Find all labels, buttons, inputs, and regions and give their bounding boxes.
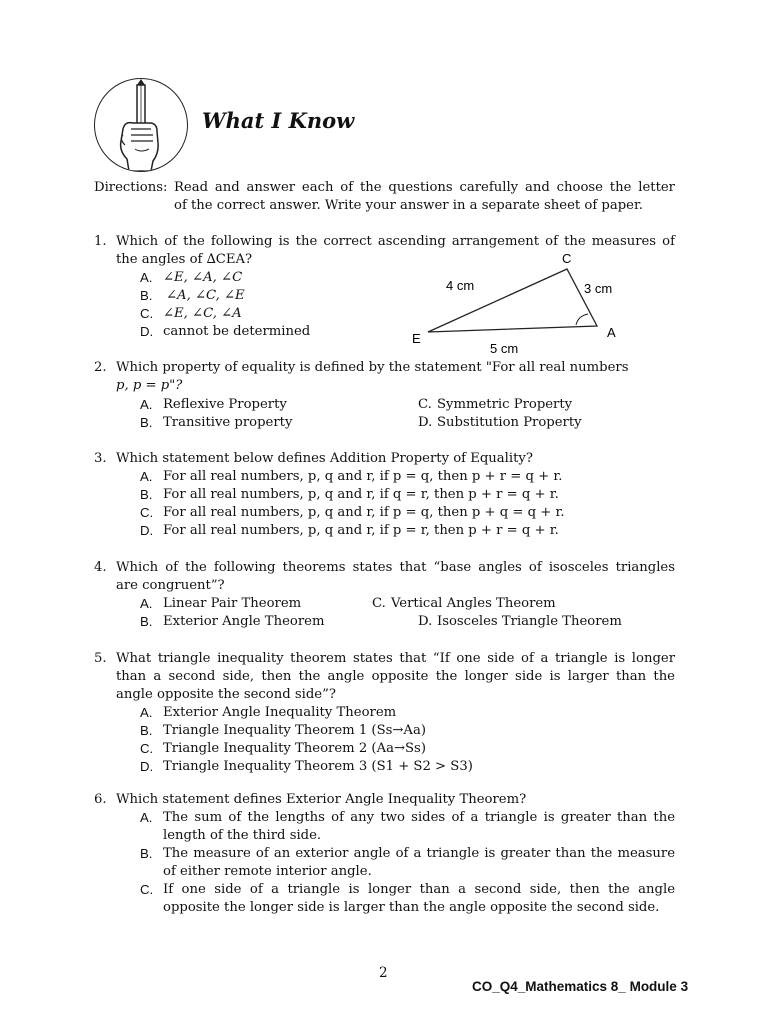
q1-option-a-text: ∠E, ∠A, ∠C bbox=[163, 270, 243, 285]
page-title: What I Know bbox=[202, 108, 355, 133]
side-ca-label: 3 cm bbox=[584, 281, 613, 296]
q5-line-2: than a second side, then the angle opposite the longer side is larger than the bbox=[116, 669, 675, 684]
directions-line-1: Read and answer each of the questions carefully and choose the letter bbox=[174, 180, 675, 195]
q1-line-1: Which of the following is the correct ascending arrangement of the measures of bbox=[116, 234, 675, 249]
q5-option-c-letter: C. bbox=[140, 741, 154, 756]
q5-option-b-letter: B. bbox=[140, 723, 153, 738]
q1-number: 1. bbox=[94, 234, 107, 249]
triangle-cea-figure bbox=[400, 248, 640, 360]
q4-option-b-text: Exterior Angle Theorem bbox=[163, 614, 325, 629]
q3-option-d-letter: D. bbox=[140, 523, 154, 538]
q5-line-3: angle opposite the second side”? bbox=[116, 687, 336, 702]
q5-number: 5. bbox=[94, 651, 107, 666]
q2-option-a-text: Reflexive Property bbox=[163, 397, 287, 412]
module-footer: CO_Q4_Mathematics 8_ Module 3 bbox=[472, 979, 689, 994]
q1-option-b-letter: B. bbox=[140, 288, 153, 303]
q3-option-a-text: For all real numbers, p, q and r, if p = q, then p + r = q + r. bbox=[163, 469, 563, 484]
vertex-e-label: E bbox=[412, 331, 421, 346]
q3-number: 3. bbox=[94, 451, 107, 466]
q2-option-c-text: Symmetric Property bbox=[437, 397, 573, 412]
q4-option-c-text: Vertical Angles Theorem bbox=[391, 596, 556, 611]
q4-option-c-letter: C. bbox=[372, 596, 386, 611]
q6-line-1: Which statement defines Exterior Angle Inequality Theorem? bbox=[116, 792, 527, 807]
directions-label: Directions: bbox=[94, 180, 168, 195]
q6-option-a-letter: A. bbox=[140, 810, 153, 825]
q4-line-2: are congruent”? bbox=[116, 578, 225, 593]
q5-line-1: What triangle inequality theorem states that “If one side of a triangle is longer bbox=[116, 651, 675, 666]
q1-option-d-text: cannot be determined bbox=[163, 324, 311, 339]
side-ea-label: 5 cm bbox=[490, 341, 519, 356]
q2-option-a-letter: A. bbox=[140, 397, 153, 412]
q2-line-1: Which property of equality is defined by the statement "For all real numbers bbox=[116, 360, 629, 375]
q4-option-a-letter: A. bbox=[140, 596, 153, 611]
q5-option-b-text: Triangle Inequality Theorem 1 (Ss→Aa) bbox=[163, 723, 426, 738]
q2-number: 2. bbox=[94, 360, 107, 375]
q2-option-b-text: Transitive property bbox=[163, 415, 293, 430]
q5-option-a-text: Exterior Angle Inequality Theorem bbox=[163, 705, 397, 720]
vertex-c-label: C bbox=[562, 251, 572, 266]
q3-option-d-text: For all real numbers, p, q and r, if p = r, then p + r = q + r. bbox=[163, 523, 559, 538]
q5-option-d-text: Triangle Inequality Theorem 3 (S1 + S2 > S3) bbox=[163, 759, 473, 774]
q6-option-c-line-2: opposite the longer side is larger than the angle opposite the second side. bbox=[163, 900, 660, 915]
vertex-a-label: A bbox=[607, 325, 616, 340]
q5-option-d-letter: D. bbox=[140, 759, 154, 774]
q1-option-c-letter: C. bbox=[140, 306, 154, 321]
q6-number: 6. bbox=[94, 792, 107, 807]
q2-option-c-letter: C. bbox=[418, 397, 432, 412]
q5-option-a-letter: A. bbox=[140, 705, 153, 720]
q4-option-a-text: Linear Pair Theorem bbox=[163, 596, 302, 611]
hand-pencil-logo bbox=[94, 78, 188, 172]
q1-line-2: the angles of ∆CEA? bbox=[116, 252, 253, 267]
q4-option-b-letter: B. bbox=[140, 614, 153, 629]
q3-line-1: Which statement below defines Addition Property of Equality? bbox=[116, 451, 533, 466]
q1-option-b-text: ∠A, ∠C, ∠E bbox=[166, 288, 245, 303]
q4-number: 4. bbox=[94, 560, 107, 575]
q4-option-d-letter: D. bbox=[418, 614, 433, 629]
q2-option-b-letter: B. bbox=[140, 415, 153, 430]
q1-option-c-text: ∠E, ∠C, ∠A bbox=[163, 306, 242, 321]
q1-option-a-letter: A. bbox=[140, 270, 153, 285]
q6-option-a-line-2: length of the third side. bbox=[163, 828, 322, 843]
q5-option-c-text: Triangle Inequality Theorem 2 (Aa→Ss) bbox=[163, 741, 426, 756]
q6-option-c-line-1: If one side of a triangle is longer than a second side, then the angle bbox=[163, 882, 675, 897]
directions-line-2: of the correct answer. Write your answer in a separate sheet of paper. bbox=[174, 198, 644, 213]
q2-option-d-letter: D. bbox=[418, 415, 433, 430]
q6-option-b-line-1: The measure of an exterior angle of a triangle is greater than the measure bbox=[163, 846, 675, 861]
q3-option-b-text: For all real numbers, p, q and r, if q = r, then p + r = q + r. bbox=[163, 487, 559, 502]
q6-option-b-letter: B. bbox=[140, 846, 153, 861]
q2-line-2: p, p = p"? bbox=[116, 378, 183, 393]
q3-option-b-letter: B. bbox=[140, 487, 153, 502]
q1-option-d-letter: D. bbox=[140, 324, 154, 339]
q4-option-d-text: Isosceles Triangle Theorem bbox=[437, 614, 622, 629]
q3-option-c-letter: C. bbox=[140, 505, 154, 520]
q4-line-1: Which of the following theorems states that “base angles of isosceles triangles bbox=[116, 560, 675, 575]
q3-option-a-letter: A. bbox=[140, 469, 153, 484]
q3-option-c-text: For all real numbers, p, q and r, if p = q, then p + q = q + r. bbox=[163, 505, 565, 520]
q6-option-b-line-2: of either remote interior angle. bbox=[163, 864, 372, 879]
angle-a-arc bbox=[576, 314, 588, 325]
page-number: 2 bbox=[379, 965, 388, 981]
q6-option-c-letter: C. bbox=[140, 882, 154, 897]
q6-option-a-line-1: The sum of the lengths of any two sides of a triangle is greater than the bbox=[163, 810, 675, 825]
side-ec-label: 4 cm bbox=[446, 278, 475, 293]
q2-option-d-text: Substitution Property bbox=[437, 415, 582, 430]
hand-pencil-icon bbox=[95, 79, 187, 171]
